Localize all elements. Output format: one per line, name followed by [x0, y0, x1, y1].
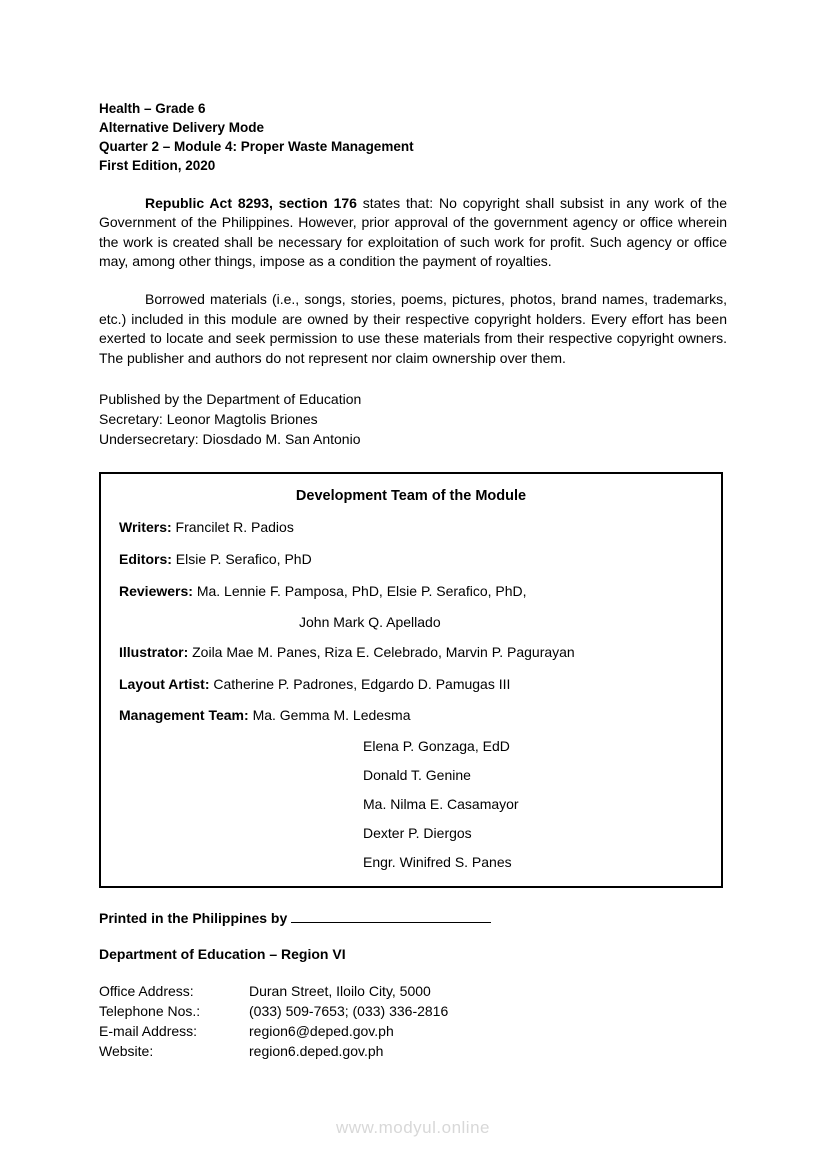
writers-label: Writers: — [119, 518, 172, 535]
management-member: Ma. Nilma E. Casamayor — [363, 796, 519, 813]
contact-row-website — [99, 1042, 727, 1062]
management-team-list — [101, 738, 721, 870]
office-address-value: Duran Street, Iloilo City, 5000 — [249, 983, 431, 1000]
management-member: Engr. Winifred S. Panes — [363, 854, 512, 871]
management-member: Dexter P. Diergos — [363, 825, 472, 842]
reviewers-continued: John Mark Q. Apellado — [299, 613, 441, 630]
management-member: Elena P. Gonzaga, EdD — [363, 738, 510, 755]
development-team-box — [99, 472, 723, 888]
page-watermark: www.modyul.online — [335, 1118, 490, 1137]
printed-label: Printed in the Philippines by — [99, 910, 292, 927]
email-value[interactable]: region6@deped.gov.ph — [249, 1023, 394, 1040]
team-row-illustrator — [101, 643, 721, 662]
team-row-editors — [101, 550, 721, 569]
republic-act-label: Republic Act 8293, section 176 — [145, 194, 357, 211]
publisher-block — [99, 390, 727, 450]
team-row-writers — [101, 518, 721, 537]
management-member: Donald T. Genine — [363, 767, 471, 784]
title-line-mode: Alternative Delivery Mode — [99, 119, 265, 135]
borrowed-materials-paragraph: Borrowed materials (i.e., songs, stories, poems, pictures, photos, brand names, trademarks, etc.) included in this module are owned by their respective copyright holders. Every effort has been exerted to locate and seek permission to use these materials from their respective copyright owners. The publisher and authors do not represent nor claim ownership over them. — [99, 290, 727, 366]
telephone-label: Telephone Nos.: — [99, 1003, 201, 1020]
copyright-paragraph — [99, 194, 727, 272]
title-line-edition: First Edition, 2020 — [99, 157, 216, 173]
management-team-value: Ma. Gemma M. Ledesma — [252, 707, 411, 724]
title-line-module: Quarter 2 – Module 4: Proper Waste Management — [99, 138, 414, 154]
illustrator-value: Zoila Mae M. Panes, Riza E. Celebrado, Marvin P. Pagurayan — [192, 643, 575, 660]
editors-label: Editors: — [119, 550, 172, 567]
management-team-label: Management Team: — [119, 707, 249, 724]
contact-row-office-address — [99, 982, 727, 1002]
printed-in-line — [99, 910, 727, 926]
contact-row-telephone — [99, 1002, 727, 1022]
office-address-label: Office Address: — [99, 983, 194, 1000]
region-office-title: Department of Education – Region VI — [99, 946, 346, 963]
layout-artist-label: Layout Artist: — [119, 675, 210, 692]
development-team-title: Development Team of the Module — [295, 487, 527, 504]
reviewers-value: Ma. Lennie F. Pamposa, PhD, Elsie P. Serafico, PhD, — [196, 582, 527, 599]
undersecretary-line: Undersecretary: Diosdado M. San Antonio — [99, 431, 361, 448]
printed-blank-field — [291, 922, 491, 923]
team-row-layout-artist — [101, 675, 721, 694]
contact-block — [99, 982, 727, 1062]
layout-artist-value: Catherine P. Padrones, Edgardo D. Pamugas III — [213, 675, 511, 692]
publisher-line: Published by the Department of Education — [99, 391, 362, 408]
page-content — [99, 100, 727, 1062]
website-value[interactable]: region6.deped.gov.ph — [249, 1042, 384, 1059]
module-title-block — [99, 100, 727, 176]
illustrator-label: Illustrator: — [119, 643, 189, 660]
website-label: Website: — [99, 1042, 154, 1059]
telephone-value: (033) 509-7653; (033) 336-2816 — [249, 1003, 449, 1020]
title-line-subject: Health – Grade 6 — [99, 101, 206, 116]
team-row-reviewers — [101, 582, 721, 601]
reviewers-label: Reviewers: — [119, 582, 193, 599]
email-label: E-mail Address: — [99, 1023, 198, 1040]
writers-value: Francilet R. Padios — [175, 518, 294, 535]
secretary-line: Secretary: Leonor Magtolis Briones — [99, 411, 318, 428]
team-row-management-team — [101, 706, 721, 725]
republic-act-text: states that: No copyright shall subsist in any work of the Government of the Philippines. However, prior approval of the government agency or office wherein the work is created shall be necessary for exploitation of such work for profit. Such agency or office may, among other things, impose as a condition the payment of royalties. — [99, 194, 727, 270]
editors-value: Elsie P. Serafico, PhD — [175, 550, 312, 567]
contact-row-email — [99, 1022, 727, 1042]
